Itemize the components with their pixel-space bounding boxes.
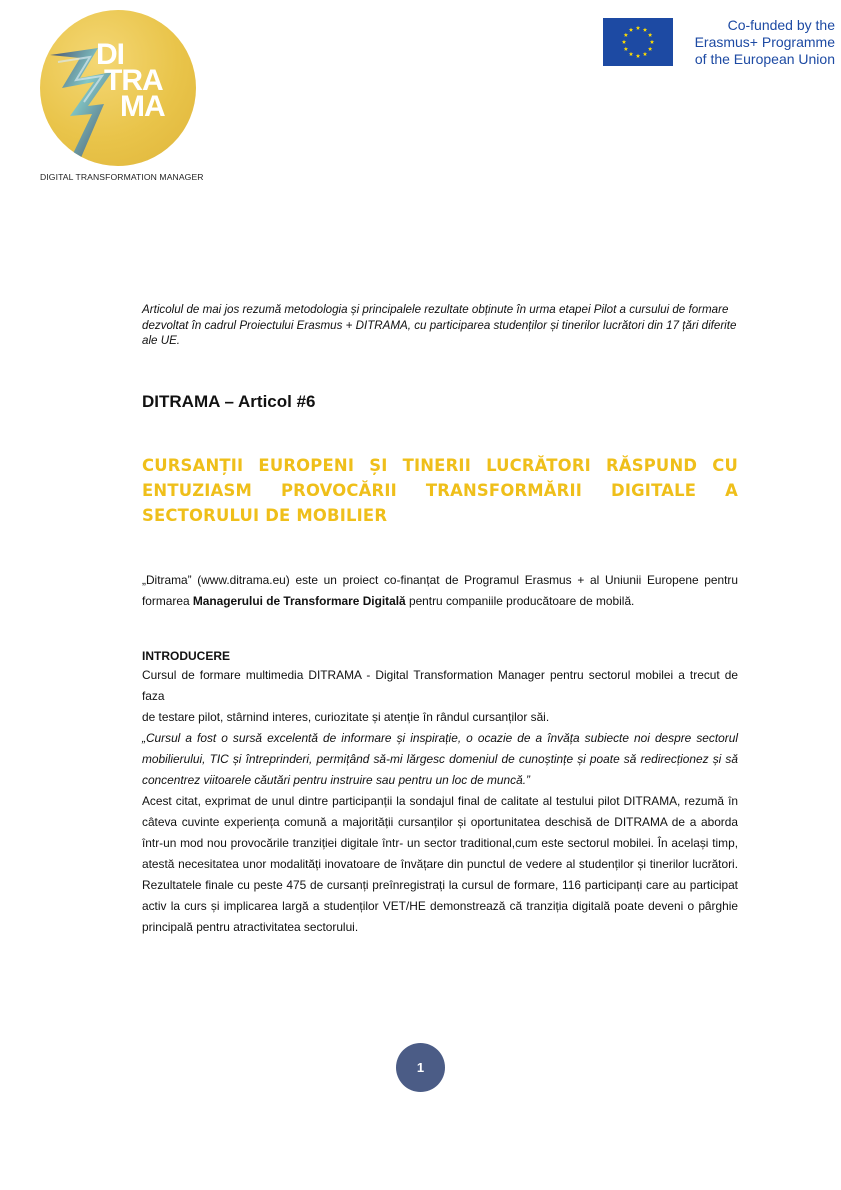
quote-line: mobilierului, TIC și întreprinderi, permițând să-mi lărgesc domeniul de cunoștințe și poate să redirecționez și să [142,752,738,766]
paragraph-line [142,591,738,612]
participant-quote [142,728,738,791]
logo-word-line: MA [120,90,165,123]
paragraph-text: pentru companiile producătoare de mobilă. [405,594,635,608]
intro-summary: Articolul de mai jos rezumă metodologia și principalele rezultate obținute în urma etapei Pilot a cursului de formare dezvoltat în cadrul Proiectului Erasmus + DITRAMA, cu participarea studenților și tinerilor lucrători din 17 țări diferite ale UE. [142,303,737,347]
logo-circle [40,10,196,166]
results-paragraph [142,791,738,938]
logo-word-line: TRA [104,64,163,97]
headline-line: ENTUZIASM PROVOCĂRII TRANSFORMĂRII DIGITALE A [142,481,738,500]
introducere-section [142,648,738,938]
article-title: DITRAMA – Articol #6 [142,392,316,411]
paragraph-line: câteva cuvinte experiența comună a majorității cursanților și oportunitatea deschisă de DITRAMA de a aborda [142,815,738,829]
project-paragraph [142,570,738,612]
eu-cofunding-text [683,17,835,68]
article-headline [142,453,738,528]
section-heading: INTRODUCERE [142,649,231,663]
paragraph-line: activ la curs și implicarea largă a studenților VET/HE demonstrează că tranziția digitală poate deveni o pârghie [142,899,738,913]
headline-line: CURSANȚII EUROPENI ȘI TINERII LUCRĂTORI RĂSPUND CU [142,456,738,475]
bold-term: Managerului de Transformare Digitală [192,594,406,608]
eu-text-line: Co-funded by the [727,17,835,33]
paragraph-line: Rezultatele finale cu peste 475 de cursanți preînregistrați la cursul de formare, 116 participanți care au participat [142,878,738,892]
eu-cofunding-badge [603,18,835,70]
page-number-badge: 1 [396,1043,445,1092]
eu-text-line: of the European Union [694,51,835,67]
logo-subtitle: DIGITAL TRANSFORMATION MANAGER [40,172,204,182]
paragraph-line: de testare pilot, stârnind interes, curiozitate și atenție în rândul cursanților săi. [142,710,550,724]
paragraph-line: Acest citat, exprimat de unul dintre participanții la sondajul final de calitate al testului pilot DITRAMA, rezumă în [142,794,738,808]
intro-paragraph [142,665,738,728]
logo-word-line: DI [96,38,124,71]
paragraph-line: principală pentru atractivitatea sectorului. [142,920,359,934]
paragraph-line: Cursul de formare multimedia DITRAMA - Digital Transformation Manager pentru sectorul mobilei a trecut de faza [142,668,738,703]
headline-line: SECTORULUI DE MOBILIER [142,506,388,525]
eu-text-line: Erasmus+ Programme [694,34,835,50]
paragraph-line: atestă necesitatea unor modalități inovatoare de învățare din punctul de vedere al studenților și tinerilor lucrători. [142,857,738,871]
logo-wordmark [96,38,165,123]
eu-flag-icon [603,18,673,66]
paragraph-line: într-un mod nou provocările tranziției digitale într- un sector traditional,cum este sectorul mobilei. În același timp, [142,836,738,850]
quote-line: „Cursul a fost o sursă excelentă de informare și inspirație, o ocazie de a învăța subiecte noi despre sectorul [142,731,738,745]
quote-line: concentrez viitoarele căutări pentru instruire sau pentru un loc de muncă.” [142,773,530,787]
paragraph-line: „Ditrama” (www.ditrama.eu) este un proiect co-finanțat de Programul Erasmus + al Uniunii Europene pentru [142,573,738,587]
paragraph-text: formarea [142,594,193,608]
